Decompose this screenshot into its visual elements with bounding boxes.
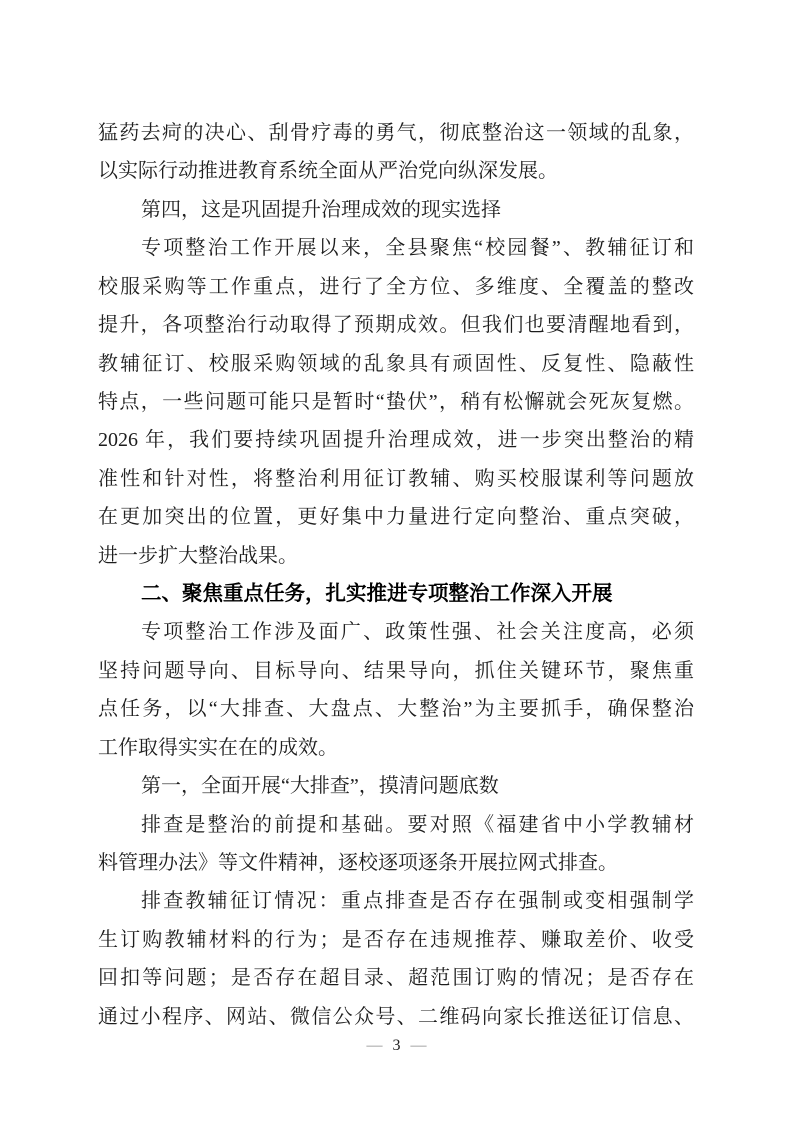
text-line: 特点，一些问题可能只是暂时“蛰伏”，稍有松懈就会死灰复燃。 [98, 390, 694, 413]
text-line: 回扣等问题；是否存在超目录、超范围订购的情况；是否存在 [98, 967, 694, 990]
text-line: 排查是整治的前提和基础。要对照《福建省中小学教辅材 [141, 813, 694, 836]
text-line: 准性和针对性，将整治利用征订教辅、购买校服谋利等问题放 [98, 467, 694, 490]
footer-dash-right: — [410, 1037, 427, 1054]
text-line: 第四，这是巩固提升治理成效的现实选择 [141, 198, 501, 221]
text-line: 专项整治工作涉及面广、政策性强、社会关注度高，必须 [141, 621, 694, 644]
section-heading: 二、聚焦重点任务，扎实推进专项整治工作深入开展 [141, 582, 613, 606]
text-line: 第一，全面开展“大排查”，摸清问题底数 [141, 775, 499, 798]
page-footer [0, 1034, 793, 1058]
text-line: 校服采购等工作重点，进行了全方位、多维度、全覆盖的整改 [98, 275, 694, 298]
text-line: 通过小程序、网站、微信公众号、二维码向家长推送征订信息、 [98, 1005, 694, 1028]
text-line: 生订购教辅材料的行为；是否存在违规推荐、赚取差价、收受 [98, 928, 694, 951]
document-body [98, 114, 694, 1036]
text-line: 排查教辅征订情况：重点排查是否存在强制或变相强制学 [141, 890, 694, 913]
text-line: 在更加突出的位置，更好集中力量进行定向整治、重点突破， [98, 506, 694, 529]
page-number: 3 [392, 1037, 401, 1054]
text-line: 点任务，以“大排查、大盘点、大整治”为主要抓手，确保整治 [98, 698, 694, 721]
text-line: 教辅征订、校服采购领域的乱象具有顽固性、反复性、隐蔽性 [98, 352, 694, 375]
text-line: 提升，各项整治行动取得了预期成效。但我们也要清醒地看到， [98, 314, 694, 337]
text-line: 猛药去疴的决心、刮骨疗毒的勇气，彻底整治这一领域的乱象， [98, 122, 694, 144]
text-line: 2026 年，我们要持续巩固提升治理成效，进一步突出整治的精 [98, 429, 694, 452]
text-line: 进一步扩大整治战果。 [98, 544, 298, 567]
text-line: 以实际行动推进教育系统全面从严治党向纵深发展。 [98, 160, 558, 183]
text-line: 工作取得实实在在的成效。 [98, 736, 338, 759]
text-line: 料管理办法》等文件精神，逐校逐项逐条开展拉网式排查。 [98, 852, 618, 875]
footer-dash-left: — [366, 1037, 383, 1054]
text-line: 坚持问题导向、目标导向、结果导向，抓住关键环节，聚焦重 [98, 659, 694, 682]
text-line: 专项整治工作开展以来，全县聚焦“校园餐”、教辅征订和 [141, 237, 694, 260]
